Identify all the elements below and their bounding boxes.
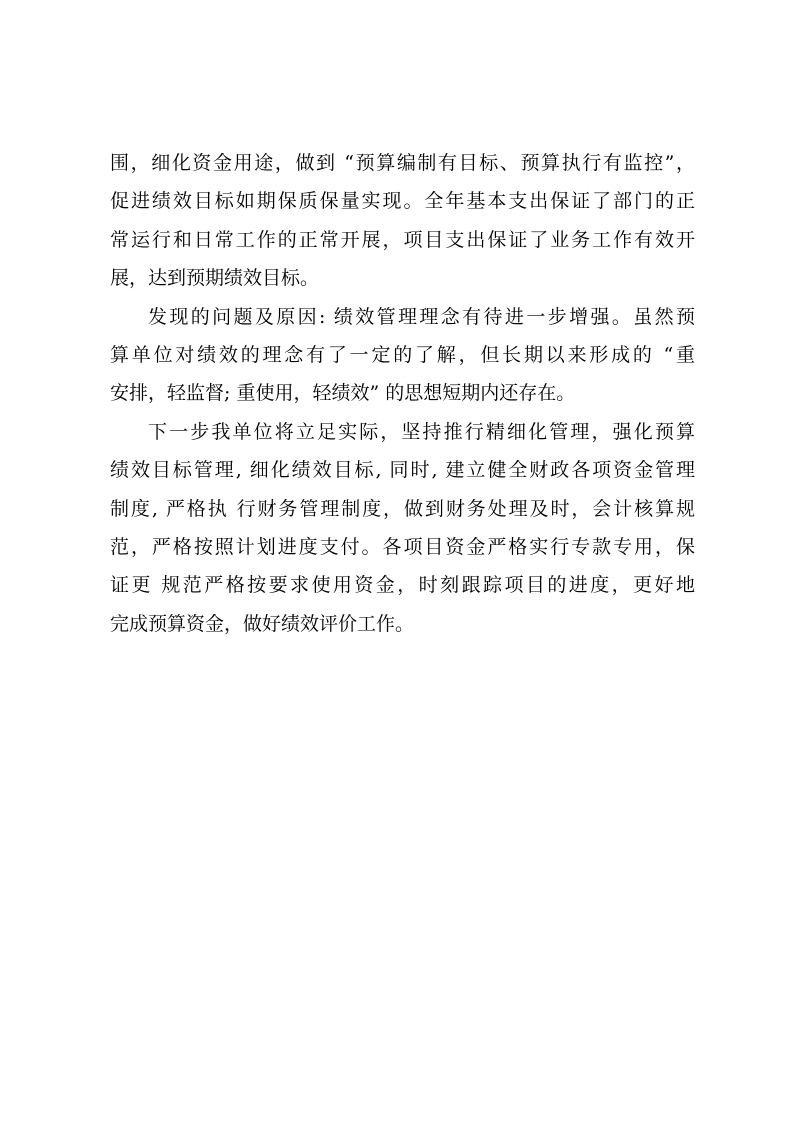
paragraph-line: 展，达到预期绩效目标。 [110,267,320,290]
paragraph-line: 范，严格按照计划进度支付。各项目资金严格实行专款专用，保 [110,535,695,558]
paragraph-line: 证更 规范严格按要求使用资金，时刻跟踪项目的进度，更好地 [110,574,695,597]
paragraph-line: 围，细化资金用途，做到 “预算编制有目标、预算执行有监控”， [110,152,695,174]
paragraph-line: 促进绩效目标如期保质保量实现。全年基本支出保证了部门的正 [110,190,695,213]
paragraph-line: 常运行和日常工作的正常开展，项目支出保证了业务工作有效开 [110,228,695,251]
document-body [110,144,695,643]
paragraph-line: 算单位对绩效的理念有了一定的了解，但长期以来形成的 “重 [110,343,695,366]
paragraph-line: 制度, 严格执 行财务管理制度，做到财务处理及时，会计核算规 [110,497,695,520]
paragraph-line: 安排，轻监督; 重使用，轻绩效” 的思想短期内还存在。 [110,382,576,405]
paragraph-line: 下一步我单位将立足实际，坚持推行精细化管理，强化预算 [148,420,695,443]
paragraph-line: 绩效目标管理, 细化绩效目标, 同时, 建立健全财政各项资金管理 [110,459,695,482]
paragraph-line: 完成预算资金，做好绩效评价工作。 [110,612,415,635]
paragraph-line: 发现的问题及原因: 绩效管理理念有待进一步增强。虽然预 [148,305,695,328]
